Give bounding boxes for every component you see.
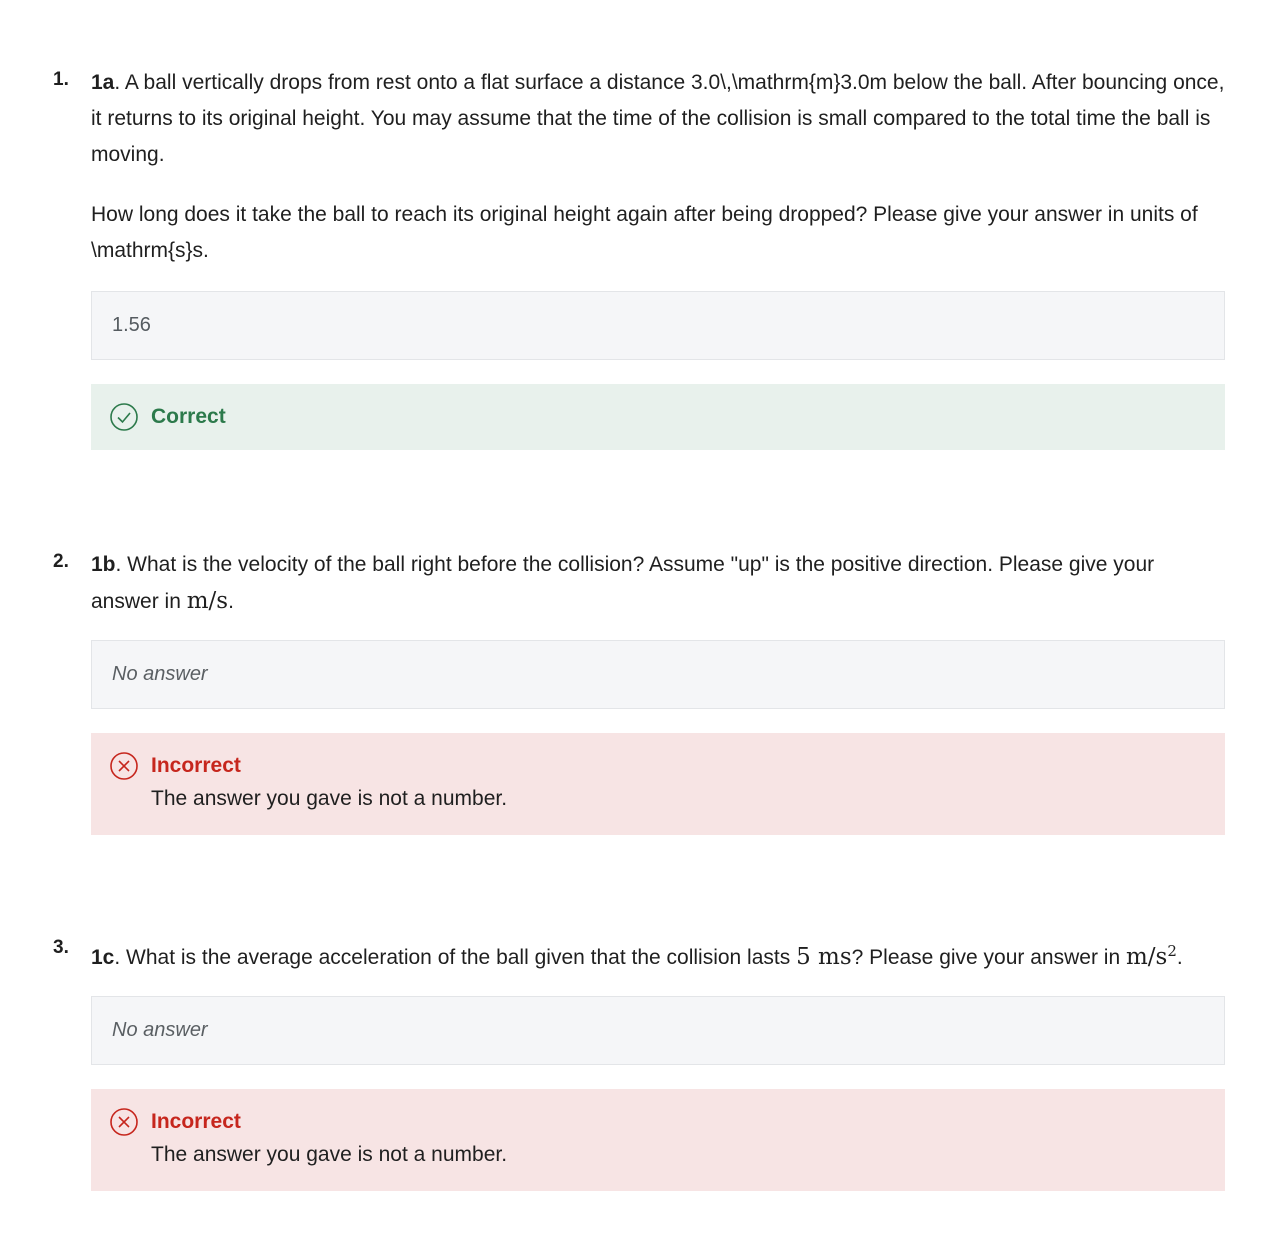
question-prompt: How long does it take the ball to reach its original height again after being dropped? Please give your answer in units of \mathrm{s}s. — [91, 203, 1198, 262]
feedback-incorrect — [91, 733, 1225, 835]
math-exponent: 2 — [1167, 942, 1177, 960]
answer-value: No answer — [112, 663, 208, 685]
question-body — [91, 547, 1226, 835]
x-circle-icon — [109, 1107, 139, 1137]
question-text-middle: ? Please give your answer in — [851, 946, 1126, 969]
question-number: 1. — [53, 69, 69, 90]
answer-field[interactable] — [91, 640, 1225, 709]
question-body — [91, 65, 1226, 450]
answer-field[interactable] — [91, 996, 1225, 1065]
question-text-end: . — [228, 590, 234, 613]
question-text-end: . — [1176, 946, 1183, 969]
answer-value: No answer — [112, 1019, 208, 1041]
feedback-message: The answer you gave is not a number. — [151, 787, 508, 810]
question-text — [91, 65, 1226, 173]
question-body — [91, 933, 1226, 1191]
feedback-incorrect — [91, 1089, 1225, 1191]
feedback-status: Correct — [151, 405, 226, 428]
feedback-status: Incorrect — [151, 1110, 241, 1133]
question-number: 2. — [53, 551, 69, 572]
question-text-content: . A ball vertically drops from rest onto a flat surface a distance 3.0\,\mathrm{m}3.0m below the ball. After bouncing once, it returns to its original height. You may assume that the time of the collision is small compared to the total time the ball is moving. — [91, 71, 1225, 166]
question-label: 1c — [91, 946, 115, 969]
question-text-content: . What is the average acceleration of the ball given that the collision lasts — [114, 946, 797, 969]
question-text — [91, 933, 1226, 976]
question-text-content: . What is the velocity of the ball right before the collision? Assume "up" is the positive direction. Please give your answer in — [91, 553, 1155, 613]
math-unit: m/s — [186, 588, 229, 614]
question-label: 1b — [91, 553, 116, 576]
question-number: 3. — [53, 937, 69, 958]
question-text — [91, 547, 1226, 620]
math-unit: m/s — [1125, 944, 1168, 970]
question-label: 1a — [91, 71, 115, 94]
check-circle-icon — [109, 402, 139, 432]
answer-field[interactable] — [91, 291, 1225, 360]
x-circle-icon — [109, 751, 139, 781]
answer-value: 1.56 — [112, 314, 151, 336]
feedback-message: The answer you gave is not a number. — [151, 1143, 508, 1166]
feedback-correct — [91, 384, 1225, 450]
math-duration: 5 ms — [796, 944, 852, 970]
feedback-status: Incorrect — [151, 754, 241, 777]
